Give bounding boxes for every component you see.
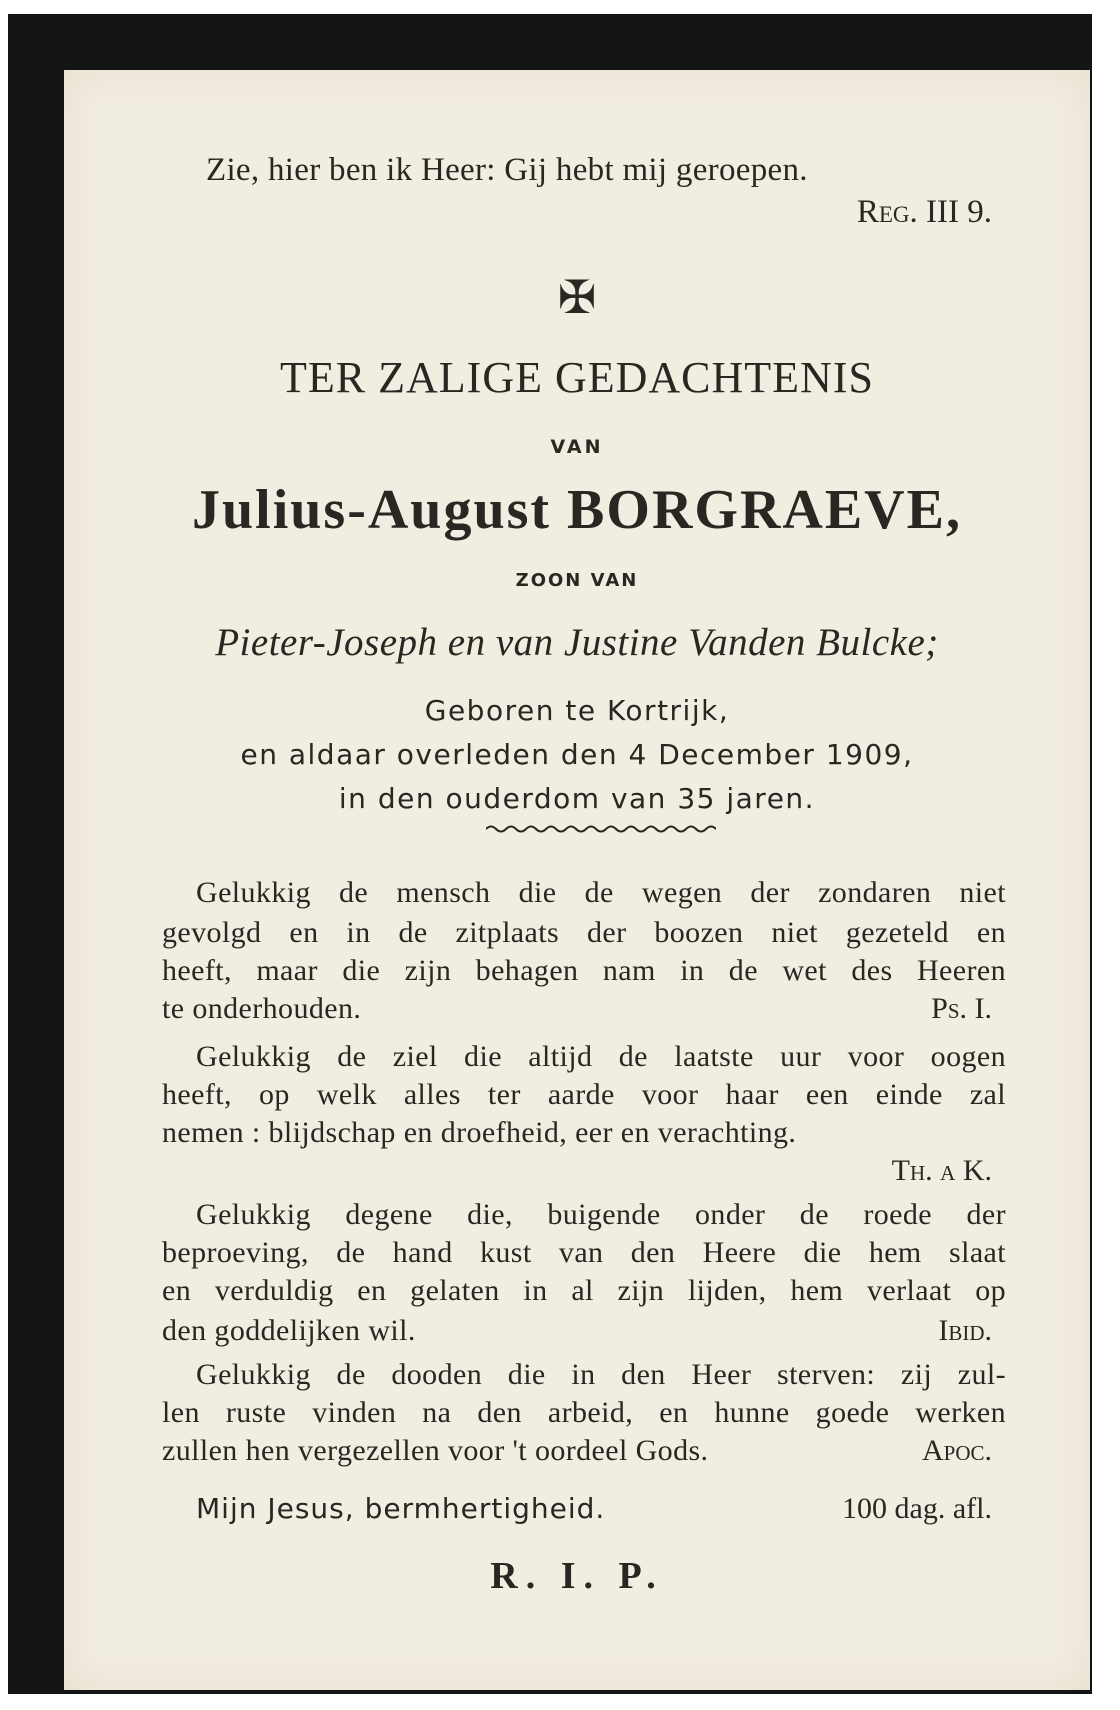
- verse-4-reference: Apoc.: [921, 1434, 992, 1467]
- verse-2-line-3: nemen : blijdschap en droefheid, eer en verachting.: [162, 1116, 797, 1149]
- cross-icon: ✠: [557, 272, 597, 323]
- verse-3-line-1: Gelukkig degene die, buigende onder de roede der: [196, 1198, 1006, 1231]
- deceased-name: Julius-August BORGRAEVE,: [192, 479, 962, 541]
- verse-1-line-2: gevolgd en in de zitplaats der boozen niet gezeteld en: [162, 916, 1006, 949]
- zoon-van-label: ZOON VAN: [515, 570, 639, 591]
- memorial-card: [8, 14, 1092, 1694]
- epigraph-reference: Reg. III 9.: [856, 194, 992, 230]
- verse-1-line-1: Gelukkig de mensch die de wegen der zondaren niet: [196, 876, 1006, 909]
- age-info: in den ouderdom van 35 jaren.: [338, 782, 816, 815]
- verse-4-line-2: len ruste vinden na den arbeid, en hunne goede werken: [162, 1396, 1006, 1429]
- verse-2-reference: Th. a K.: [891, 1154, 992, 1187]
- epigraph-text: Zie, hier ben ik Heer: Gij hebt mij geroepen.: [206, 152, 808, 188]
- indulgence-note: 100 dag. afl.: [842, 1492, 992, 1525]
- death-info: en aldaar overleden den 4 December 1909,: [240, 738, 914, 771]
- parents-names: Pieter-Joseph en van Justine Vanden Bulcke;: [215, 621, 939, 664]
- birth-info: Geboren te Kortrijk,: [424, 694, 730, 727]
- verse-1-reference: Ps. I.: [931, 992, 992, 1025]
- card-paper: [64, 70, 1090, 1690]
- van-label: VAN: [550, 436, 604, 458]
- verse-2-line-1: Gelukkig de ziel die altijd de laatste uur voor oogen: [196, 1040, 1006, 1073]
- verse-1-line-4: te onderhouden.: [162, 992, 362, 1025]
- verse-3-line-2: beproeving, de hand kust van den Heere die hem slaat: [162, 1236, 1006, 1269]
- memorial-title: TER ZALIGE GEDACHTENIS: [280, 353, 874, 402]
- verse-3-reference: Ibid.: [938, 1314, 992, 1347]
- verse-4-line-3: zullen hen vergezellen voor 't oordeel Gods.: [162, 1434, 709, 1467]
- verse-1-line-3: heeft, maar die zijn behagen nam in de wet des Heeren: [162, 954, 1006, 987]
- verse-3-line-4: den goddelijken wil.: [162, 1314, 416, 1347]
- rip-text: R. I. P.: [490, 1555, 664, 1597]
- verse-2-line-2: heeft, op welk alles ter aarde voor haar een einde zal: [162, 1078, 1006, 1111]
- wave-divider: [486, 822, 716, 836]
- verse-4-line-1: Gelukkig de dooden die in den Heer sterven: zij zul-: [196, 1358, 1006, 1391]
- verse-3-line-3: en verduldig en gelaten in al zijn lijden, hem verlaat op: [162, 1274, 1006, 1307]
- closing-prayer: Mijn Jesus, bermhertigheid.: [196, 1492, 606, 1525]
